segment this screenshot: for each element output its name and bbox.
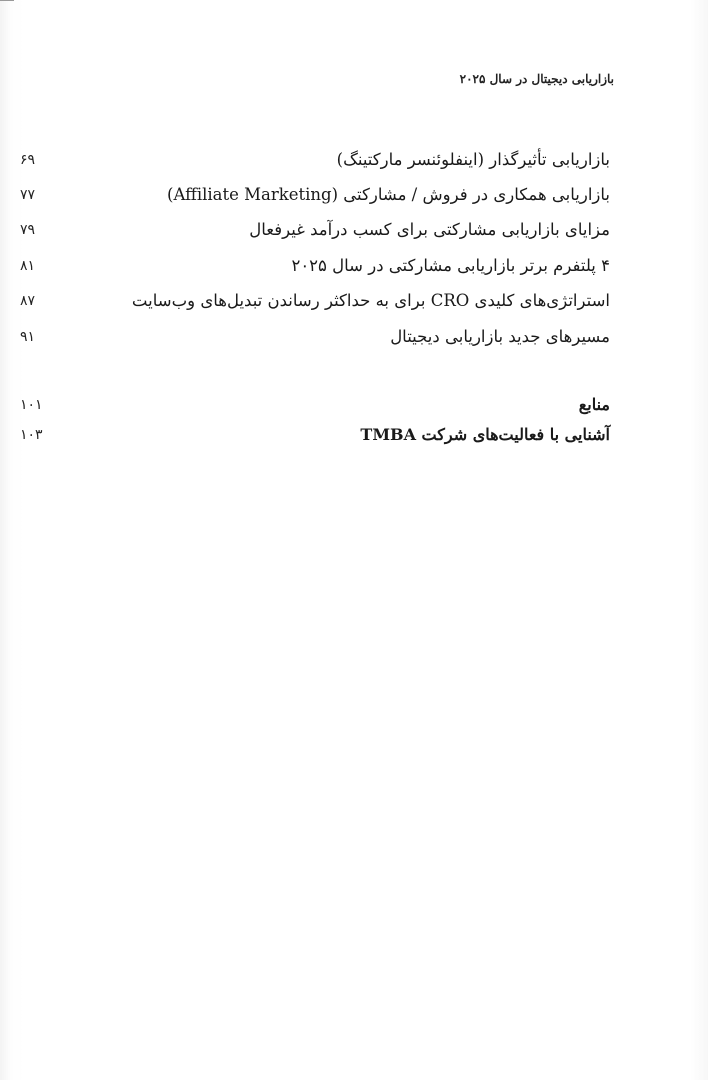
toc-entry-title: مزایای بازاریابی مشارکتی برای کسب درآمد غیرفعال xyxy=(249,220,610,239)
toc-back-matter-entry xyxy=(20,390,610,420)
toc-entry xyxy=(20,180,610,210)
toc-entry-page: ۱۰۱ xyxy=(20,397,43,413)
toc-entry-page: ۸۱ xyxy=(20,258,36,274)
toc-entry-title: ۴ پلتفرم برتر بازاریابی مشارکتی در سال ۲۰۲۵ xyxy=(291,256,610,275)
running-header: بازاریابی دیجیتال در سال ۲۰۲۵ xyxy=(459,72,614,86)
toc-entry-page: ۶۹ xyxy=(20,152,36,168)
toc-entry-title: بازاریابی همکاری در فروش / مشارکتی (Affiliate Marketing) xyxy=(167,185,610,204)
toc-entry xyxy=(20,251,610,281)
toc-entry-page: ۱۰۳ xyxy=(20,427,43,443)
toc-entry-page: ۷۹ xyxy=(20,222,36,238)
toc-entry xyxy=(20,215,610,245)
toc-back-matter-entry xyxy=(20,420,610,450)
page-corner-mark xyxy=(0,0,14,5)
toc-entry-page: ۸۷ xyxy=(20,293,36,309)
toc-entry-title: آشنایی با فعالیت‌های شرکت TMBA xyxy=(360,425,610,444)
toc-entry-page: ۹۱ xyxy=(20,329,36,345)
toc-entry-title: استراتژی‌های کلیدی CRO برای به حداکثر رساندن تبدیل‌های وب‌سایت xyxy=(131,291,610,310)
toc-entry-page: ۷۷ xyxy=(20,187,36,203)
toc-entry xyxy=(20,322,610,352)
toc-entry xyxy=(20,286,610,316)
toc-entry-title: بازاریابی تأثیرگذار (اینفلوئنسر مارکتینگ) xyxy=(336,150,610,169)
toc-entry xyxy=(20,145,610,175)
toc-entry-title: مسیرهای جدید بازاریابی دیجیتال xyxy=(390,327,610,346)
toc-entry-title: منابع xyxy=(578,395,610,414)
